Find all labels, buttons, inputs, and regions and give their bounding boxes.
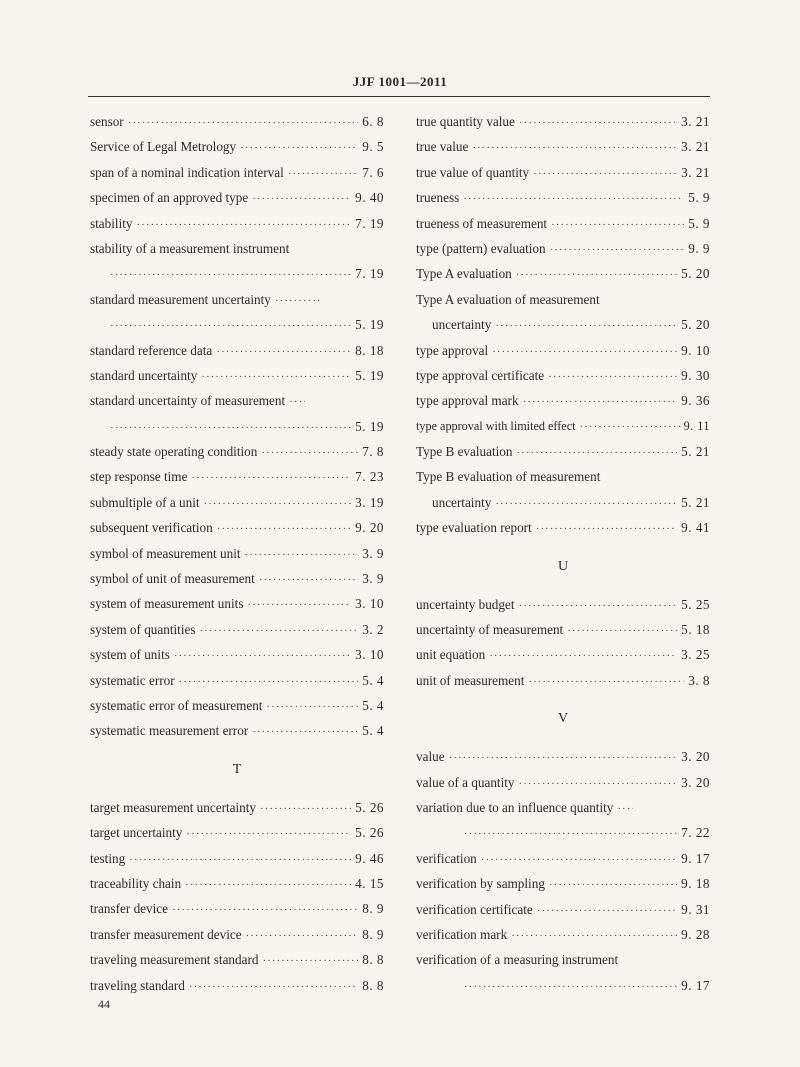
index-entry: transfer measurement device ····· 8. 9 [90,922,384,947]
index-entry-continuation: uncertainty ····· 5. 20 [416,312,710,337]
index-entry: submultiple of a unit ····· 3. 19 [90,490,384,515]
index-entry: specimen of an approved type ····· 9. 40 [90,185,384,210]
index-entry: trueness ····· 5. 9 [416,185,710,210]
index-entry: true value ····· 3. 21 [416,134,710,159]
index-entry: span of a nominal indication interval ····· 7. 6 [90,160,384,185]
index-entry: Type B evaluation ····· 5. 21 [416,439,710,464]
index-entry: true quantity value ····· 3. 21 [416,109,710,134]
index-entry: systematic error ····· 5. 4 [90,668,384,693]
index-entry-continuation: ····· 5. 19 [90,312,384,337]
index-entry: steady state operating condition ····· 7. 8 [90,439,384,464]
index-column-right [416,109,710,998]
index-entry: type approval certificate ····· 9. 30 [416,363,710,388]
index-entry: uncertainty of measurement ····· 5. 18 [416,617,710,642]
index-entry: Service of Legal Metrology ····· 9. 5 [90,134,384,159]
index-entry: standard uncertainty of measurement ····· [90,388,384,413]
index-entry: stability of a measurement instrument [90,240,290,256]
index-entry: target uncertainty ····· 5. 26 [90,820,384,845]
index-entry: traveling measurement standard ····· 8. 8 [90,947,384,972]
index-entry: verification of a measuring instrument [416,952,619,968]
index-column-left [90,109,384,998]
index-entry: step response time ····· 7. 23 [90,464,384,489]
index-entry: system of units ····· 3. 10 [90,642,384,667]
index-entry: system of quantities ····· 3. 2 [90,617,384,642]
page-header-title: JJF 1001—2011 [352,74,448,89]
index-entry: value of a quantity ····· 3. 20 [416,770,710,795]
index-entry: subsequent verification ····· 9. 20 [90,515,384,540]
index-entry-continuation: uncertainty ····· 5. 21 [416,490,710,515]
index-entry: transfer device ····· 8. 9 [90,896,384,921]
index-entry: verification certificate ····· 9. 31 [416,897,710,922]
index-entry: sensor ····· 6. 8 [90,109,384,134]
index-entry: system of measurement units ····· 3. 10 [90,591,384,616]
index-entry-continuation: ····· 7. 19 [90,261,384,286]
index-entry: unit of measurement ····· 3. 8 [416,668,710,693]
index-entry: standard measurement uncertainty ····· [90,287,384,312]
index-entry: traceability chain ····· 4. 15 [90,871,384,896]
index-entry: systematic measurement error ····· 5. 4 [90,718,384,743]
index-entry: Type B evaluation of measurement [416,469,601,485]
index-entry: unit equation ····· 3. 25 [416,642,710,667]
section-letter-t: T [232,761,242,777]
index-entry: type evaluation report ····· 9. 41 [416,515,710,540]
index-entry: symbol of unit of measurement ····· 3. 9 [90,566,384,591]
index-entry: verification ····· 9. 17 [416,846,710,871]
index-entry-continuation: ····· 7. 22 [416,820,710,845]
index-entry: symbol of measurement unit ····· 3. 9 [90,541,384,566]
page-number: 44 [98,997,110,1011]
index-entry: uncertainty budget ····· 5. 25 [416,592,710,617]
index-entry: stability ····· 7. 19 [90,211,384,236]
index-entry: Type A evaluation of measurement [416,291,600,307]
index-entry: type (pattern) evaluation ····· 9. 9 [416,236,710,261]
index-entry: type approval with limited effect ····· 9. 11 [416,414,710,439]
index-entry: testing ····· 9. 46 [90,846,384,871]
index-entry: variation due to an influence quantity ····· [416,795,710,820]
section-letter-v: V [557,711,569,727]
index-entry: standard uncertainty ····· 5. 19 [90,363,384,388]
index-entry: trueness of measurement ····· 5. 9 [416,211,710,236]
index-entry: true value of quantity ····· 3. 21 [416,160,710,185]
index-entry: value ····· 3. 20 [416,744,710,769]
index-entry: standard reference data ····· 8. 18 [90,338,384,363]
index-entry: systematic error of measurement ····· 5. 4 [90,693,384,718]
index-entry: type approval ····· 9. 10 [416,338,710,363]
index-entry: traveling standard ····· 8. 8 [90,973,384,998]
header-rule [88,96,710,97]
index-entry-continuation: ····· 5. 19 [90,414,384,439]
index-entry: target measurement uncertainty ····· 5. 26 [90,795,384,820]
index-entry: Type A evaluation ····· 5. 20 [416,261,710,286]
index-entry-continuation: ····· 9. 17 [416,973,710,998]
index-entry: type approval mark ····· 9. 36 [416,388,710,413]
index-entry: verification mark ····· 9. 28 [416,922,710,947]
section-letter-u: U [557,558,569,574]
index-entry: verification by sampling ····· 9. 18 [416,871,710,896]
